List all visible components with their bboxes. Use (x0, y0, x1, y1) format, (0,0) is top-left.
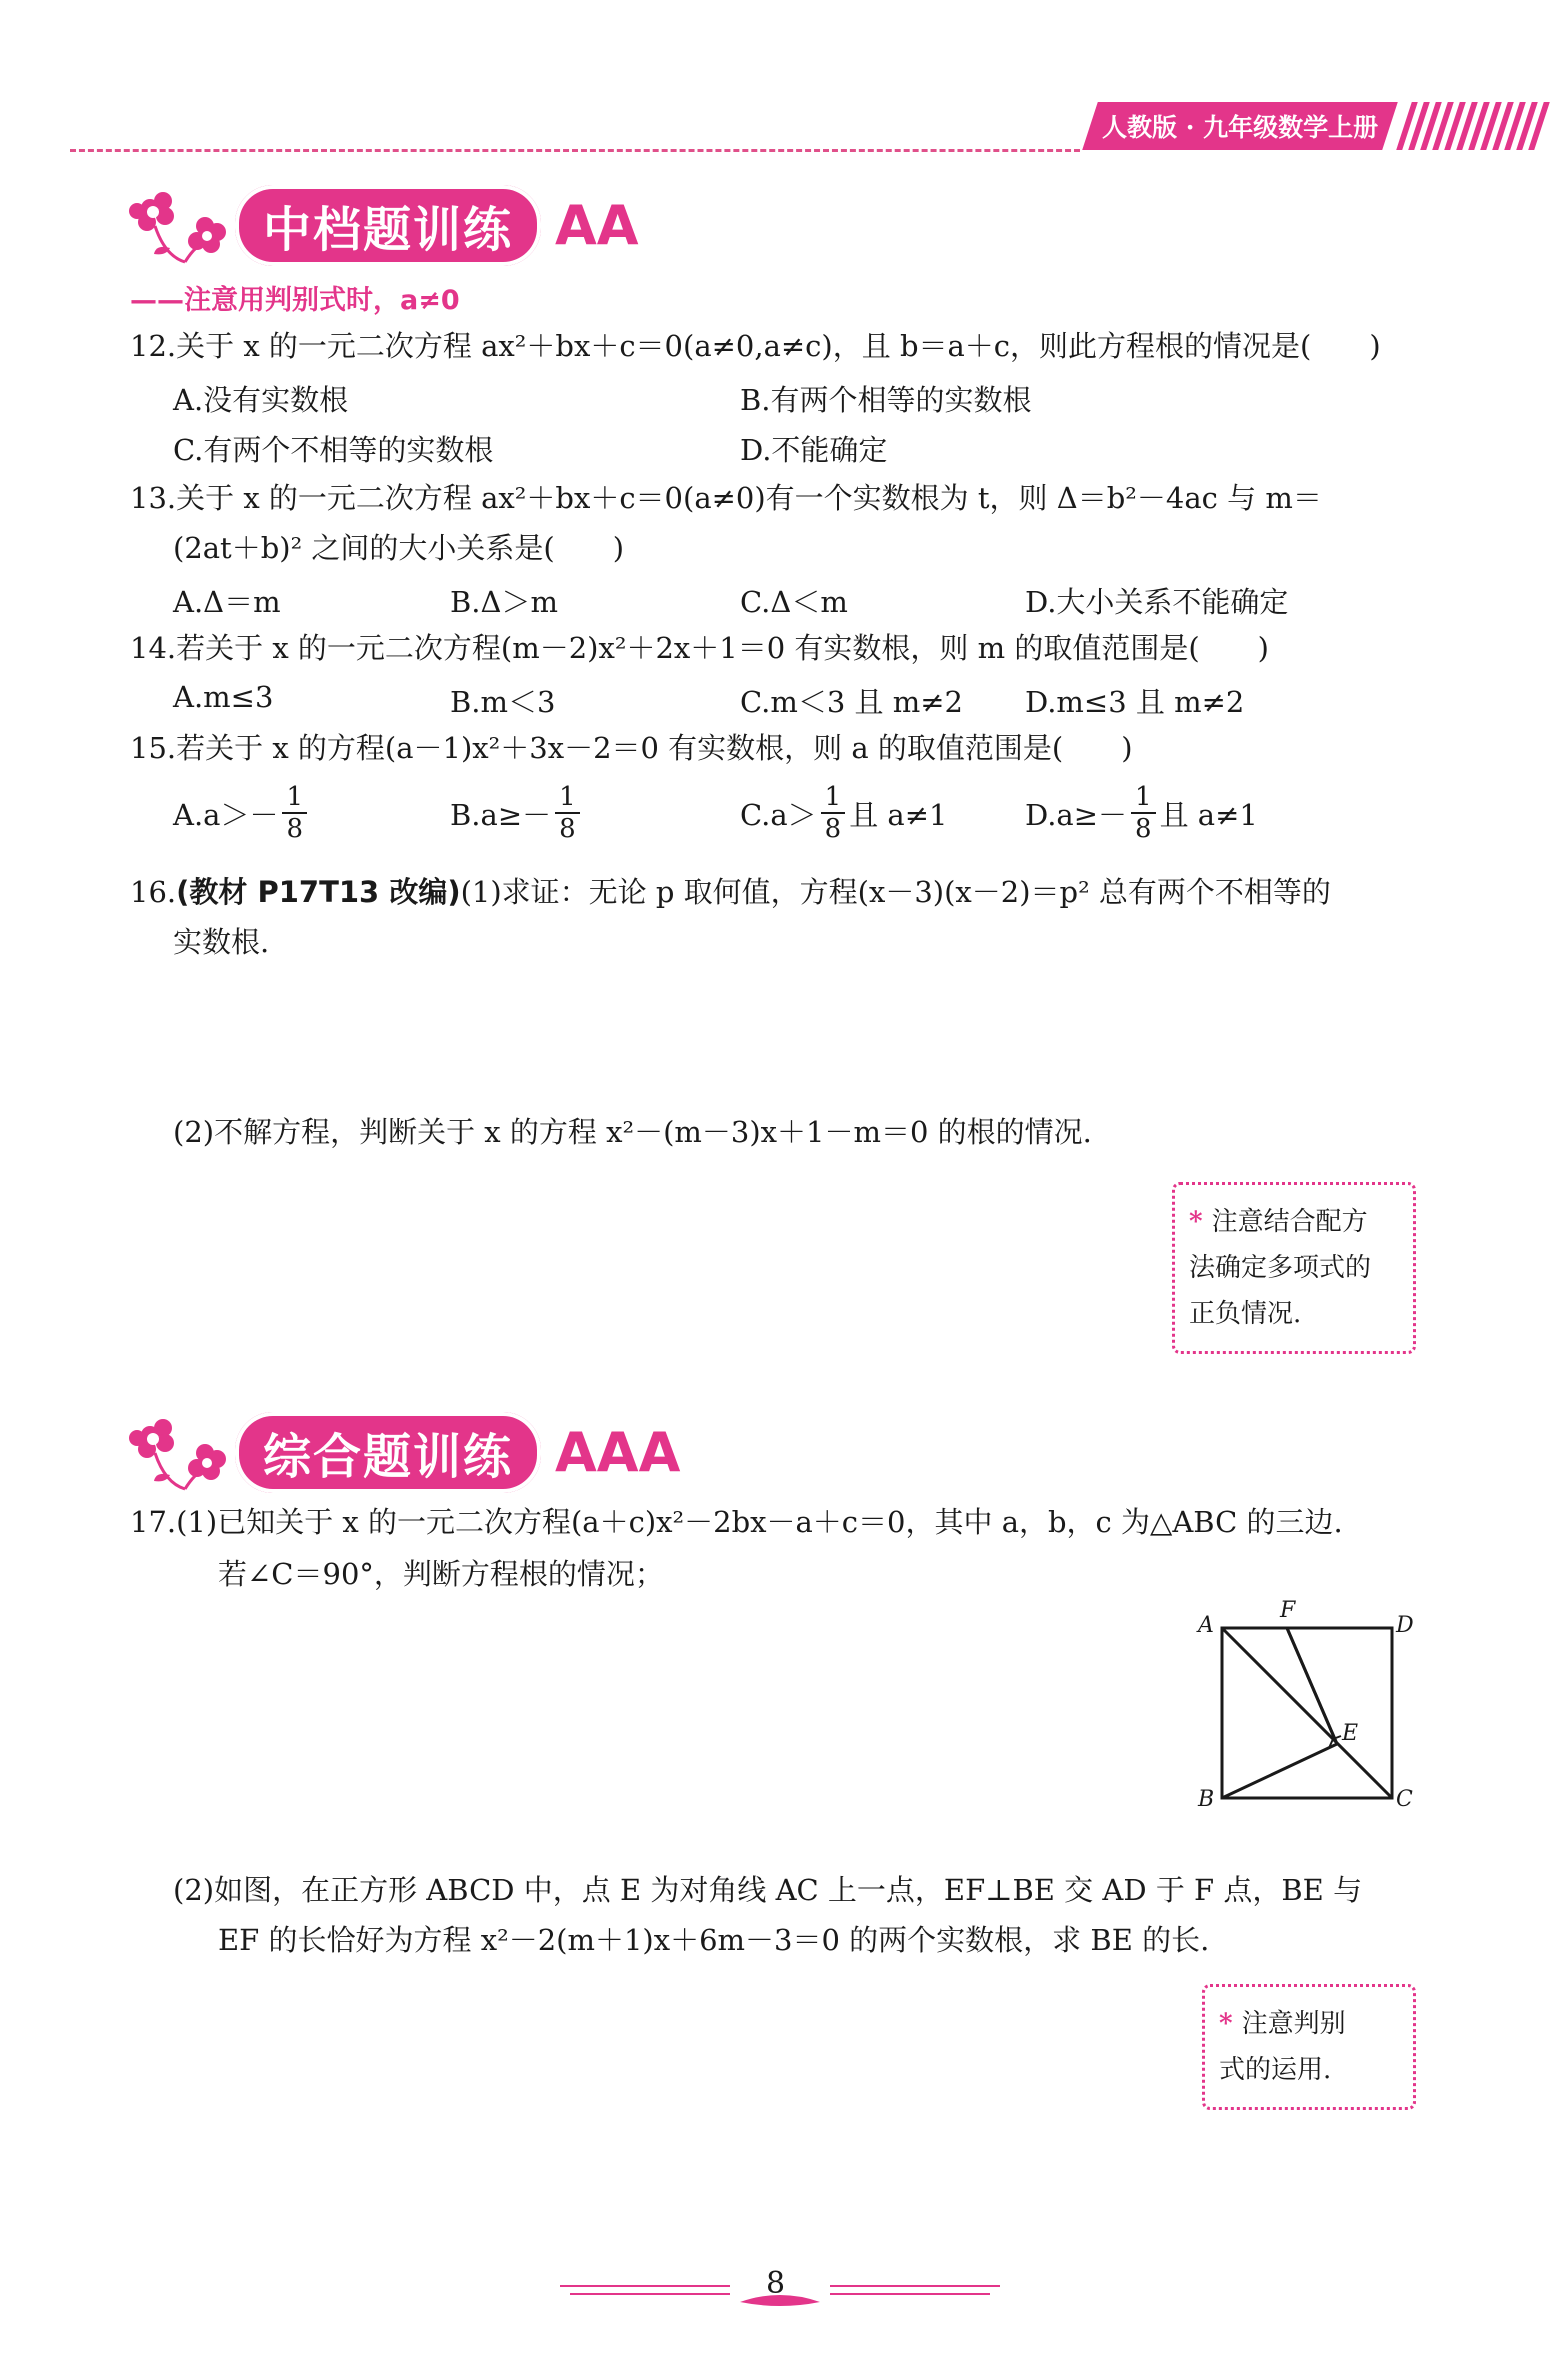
section-subtitle: ——注意用判别式时，a≠0 (130, 285, 460, 316)
question-15: 15.若关于 x 的方程(a－1)x²＋3x－2＝0 有实数根，则 a 的取值范围是( ) (130, 731, 1133, 765)
label-f: F (1280, 1598, 1296, 1623)
section-banner-comprehensive (125, 1412, 680, 1493)
textbook-tag: (教材 P17T13 改编) (176, 875, 461, 909)
section-title: 中档题训练 (235, 185, 541, 266)
label-a: A (1198, 1613, 1214, 1638)
question-17-part2-line1: (2)如图，在正方形 ABCD 中，点 E 为对角线 AC 上一点，EF⊥BE 交 AD 于 F 点，BE 与 (173, 1873, 1363, 1907)
question-16-line2: 实数根. (173, 925, 270, 959)
q13-option-d: D.大小关系不能确定 (1025, 585, 1289, 619)
book-title: 人教版 · 九年级数学上册 (1101, 113, 1379, 142)
question-17-line2: 若∠C＝90°，判断方程根的情况； (218, 1557, 664, 1591)
q15-option-d: D.a≥－ $\frac{1}{8}$ 且 a≠1 (1025, 782, 1258, 844)
section-banner-intermediate (125, 185, 639, 266)
section-level: AA (555, 194, 639, 257)
question-12: 12.关于 x 的一元二次方程 ax²＋bx＋c＝0(a≠0,a≠c)，且 b＝a＋c，则此方程根的情况是( ) (130, 329, 1381, 363)
q13-option-c: C.Δ＜m (740, 585, 848, 619)
question-13-line2: (2at＋b)² 之间的大小关系是( ) (173, 531, 625, 565)
q15-option-a: A.a＞－ $\frac{1}{8}$ (173, 782, 311, 844)
q12-option-d: D.不能确定 (740, 433, 888, 467)
q14-option-c: C.m＜3 且 m≠2 (740, 685, 964, 719)
header-stripes (1400, 102, 1550, 150)
q12-option-c: C.有两个不相等的实数根 (173, 433, 494, 467)
label-d: D (1396, 1613, 1414, 1638)
q15-option-c: C.a＞ $\frac{1}{8}$ 且 a≠1 (740, 782, 948, 844)
label-e: E (1342, 1721, 1359, 1746)
question-13-line1: 13.关于 x 的一元二次方程 ax²＋bx＋c＝0(a≠0)有一个实数根为 t，则 Δ＝b²－4ac 与 m＝ (130, 481, 1322, 515)
question-14: 14.若关于 x 的一元二次方程(m－2)x²＋2x＋1＝0 有实数根，则 m 的取值范围是( ) (130, 631, 1269, 665)
q12-option-b: B.有两个相等的实数根 (740, 383, 1032, 417)
q14-option-b: B.m＜3 (450, 685, 556, 719)
q15-option-b: B.a≥－ $\frac{1}{8}$ (450, 782, 584, 844)
header-divider (70, 149, 1080, 152)
question-16-line1: 16.(教材 P17T13 改编)(1)求证：无论 p 取何值，方程(x－3)(x－2)＝p² 总有两个不相等的 (130, 875, 1331, 909)
label-b: B (1198, 1787, 1215, 1812)
section-title: 综合题训练 (235, 1412, 541, 1493)
q13-option-a: A.Δ＝m (173, 585, 281, 619)
star-icon: * (1189, 1207, 1212, 1237)
q14-option-d: D.m≤3 且 m≠2 (1025, 685, 1245, 719)
q14-option-a: A.m≤3 (173, 680, 274, 714)
page-number: 8 (766, 2266, 786, 2301)
tip-note-16: * 注意结合配方 法确定多项式的 正负情况. (1172, 1182, 1416, 1354)
tip-note-17: * 注意判别 式的运用. (1202, 1984, 1416, 2110)
question-17-part2-line2: EF 的长恰好为方程 x²－2(m＋1)x＋6m－3＝0 的两个实数根，求 BE 的长. (218, 1923, 1210, 1957)
question-17-line1: 17.(1)已知关于 x 的一元二次方程(a＋c)x²－2bx－a＋c＝0，其中 a，b，c 为△ABC 的三边. (130, 1505, 1343, 1539)
question-16-part2: (2)不解方程，判断关于 x 的方程 x²－(m－3)x＋1－m＝0 的根的情况. (173, 1115, 1092, 1149)
q13-option-b: B.Δ＞m (450, 585, 558, 619)
book-tag (1082, 102, 1398, 150)
flower-icon (125, 1413, 235, 1493)
section-level: AAA (555, 1421, 681, 1484)
square-figure (1190, 1592, 1420, 1812)
flower-icon (125, 186, 235, 266)
star-icon: * (1219, 2009, 1242, 2039)
label-c: C (1396, 1787, 1413, 1812)
q12-option-a: A.没有实数根 (173, 383, 349, 417)
